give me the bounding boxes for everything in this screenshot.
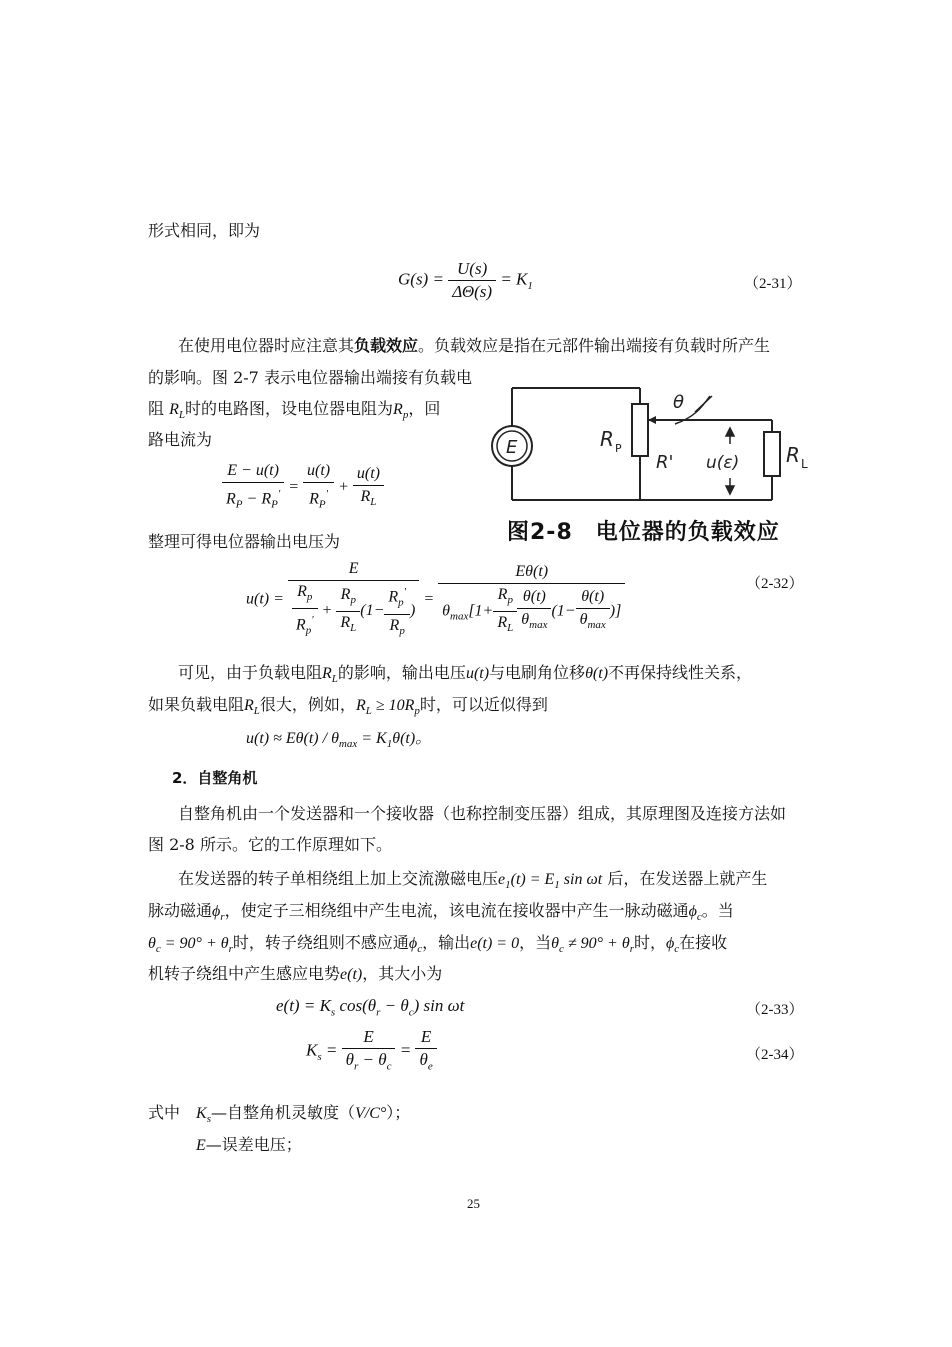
equation-number: （2-34） bbox=[746, 1047, 804, 1063]
equation-2-33: $e(t) = K_s$ $\cos(\theta_r - \theta_c)$ sin ωt bbox=[276, 996, 465, 1019]
circuit-diagram bbox=[490, 382, 820, 512]
text-line: 形式相同，即为 bbox=[148, 221, 261, 240]
label-rp: R bbox=[600, 427, 614, 451]
text-line: 在发送器的转子单相绕组上加上交流激磁电压$e_1(t) = E_1$ sin ωt 后，在发送器上就产生 bbox=[178, 869, 768, 892]
wiper-arrow bbox=[648, 416, 660, 424]
section-heading: 2．自整角机 bbox=[172, 769, 258, 787]
equation-number: （2-33） bbox=[746, 1002, 804, 1018]
angle-line bbox=[695, 396, 712, 412]
label-rp-prime: R' bbox=[656, 452, 674, 473]
bold-term: 负载效应 bbox=[354, 336, 419, 355]
text-line: 如果负载电阻$R_L$很大，例如，$R_L \ge 10R_p$时，可以近似得到 bbox=[148, 695, 548, 718]
label-theta: θ bbox=[673, 392, 685, 413]
loop-equation: $\frac{E - u(t)}{R_P - R_P'}$ = $\frac{u(t)}{R_P'}$ + $\frac{u(t)}{R_L}$ bbox=[222, 460, 384, 516]
equation-2-34: $K_s$ = $\frac{E}{\theta_r - \theta_c}$ = $\frac{E}{\theta_e}$ bbox=[306, 1026, 437, 1077]
figure-caption: 图2-8 电位器的负载效应 bbox=[507, 520, 780, 545]
text-line: 机转子绕组中产生感应电势e(t)，其大小为 bbox=[148, 964, 443, 983]
page-number: 25 bbox=[467, 1196, 480, 1211]
text-line: 图 2-8 所示。它的工作原理如下。 bbox=[148, 835, 392, 854]
text-line: 整理可得电位器输出电压为 bbox=[148, 532, 341, 551]
approx-equation: $u(t) \approx E\theta(t) / \theta_{max} = K_1\theta(t)$。 bbox=[246, 730, 432, 751]
text-line: 路电流为 bbox=[148, 430, 213, 449]
label-u: u(ε) bbox=[706, 453, 740, 473]
equation-number: （2-32） bbox=[746, 576, 804, 592]
label-rp-sub: P bbox=[615, 442, 622, 455]
label-rl-sub: L bbox=[801, 457, 808, 471]
label-e: E bbox=[506, 437, 518, 458]
text-line: 式中 $K_s—$自整角机灵敏度（V/C°）； bbox=[148, 1103, 411, 1126]
equation-2-32: u(t) = E $\frac{R_p}{R_p'}$ + $\frac{R_p}{R_L}$ (1− $\frac{R_p'}{R_p}$ ) = Eθ(t) $\theta_{max}[1+$ $\frac{R_p}{R_L}$ $\frac{\theta(t)}{\theta_{max}}$ (1− $\frac{\theta(t)}{\theta_{max}}$ )] bbox=[246, 558, 625, 642]
text-line: 的影响。图 2-7 表示电位器输出端接有负载电 bbox=[148, 368, 472, 387]
text-line: 可见，由于负载电阻$R_L$的影响，输出电压u(t)与电刷角位移θ(t)不再保持线性关系， bbox=[178, 663, 753, 686]
text-line: 在使用电位器时应注意其负载效应。负载效应是指在元部件输出端接有负载时所产生 bbox=[178, 336, 771, 355]
text-line: $\theta_c = 90^\circ + \theta_r$时，转子绕组则不感应通$\phi_c$，输出e(t) = 0，当$\theta_c \ne 90^\circ + \theta_r$时，$\phi_c$在接收 bbox=[148, 933, 728, 956]
text-line: E—误差电压； bbox=[196, 1135, 302, 1154]
equation-2-31: G(s) = $\frac{U(s)}{\Delta\Theta(s)}$ = $K_1$ bbox=[398, 259, 533, 301]
text-line: 脉动磁通$\phi_r$，使定子三相绕组中产生电流，该电流在接收器中产生一脉动磁通$\phi_c$。当 bbox=[148, 901, 734, 924]
text-line: 自整角机由一个发送器和一个接收器（也称控制变压器）组成，其原理图及连接方法如 bbox=[178, 804, 787, 823]
label-rl: R bbox=[786, 443, 800, 467]
equation-number: （2-31） bbox=[744, 276, 802, 292]
text-line: 阻 $R_L$时的电路图，设电位器电阻为$R_p$，回 bbox=[148, 399, 441, 422]
